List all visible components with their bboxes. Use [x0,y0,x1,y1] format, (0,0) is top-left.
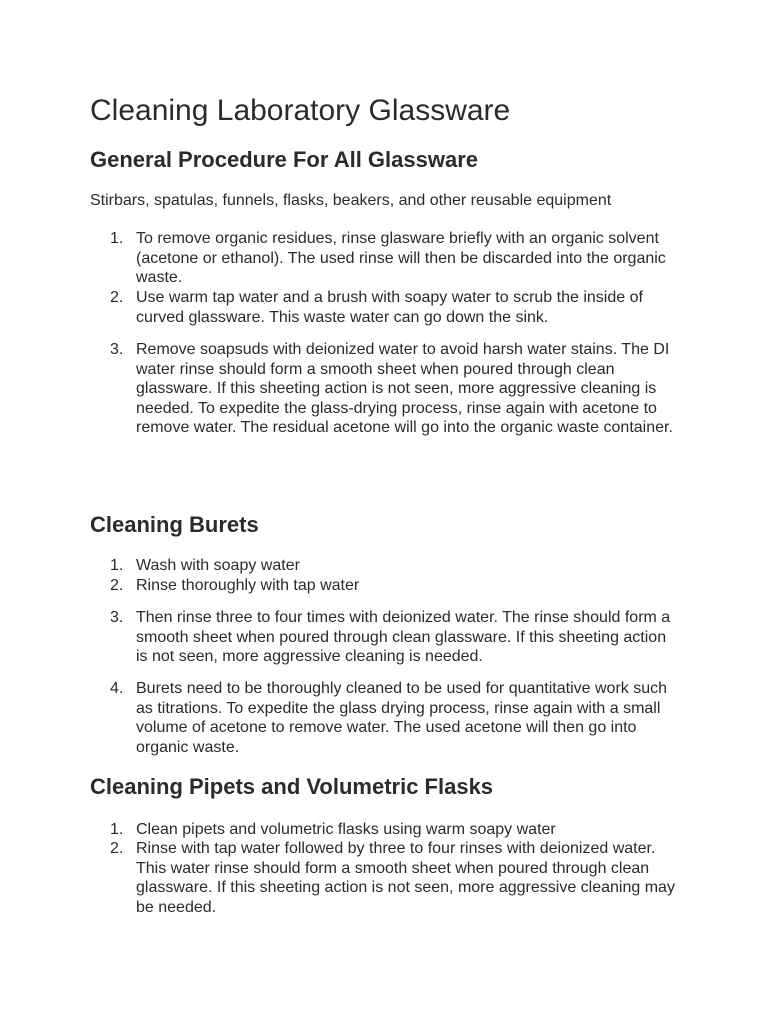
list-item [90,288,690,327]
section-heading-general-procedure: General Procedure For All Glassware [90,147,479,172]
list-item-text: Use warm tap water and a brush with soapy water to scrub the inside of curved glassware. This waste water can go down the sink. [136,289,643,326]
list-item-number: 4. [110,680,124,697]
list-item [90,556,690,576]
list-item [90,229,690,288]
list-item-number: 2. [110,289,124,306]
list-item-number: 1. [110,821,124,838]
list-item [90,576,690,596]
section-heading-cleaning-burets: Cleaning Burets [90,512,259,537]
list-item-text: Clean pipets and volumetric flasks using warm soapy water [136,821,556,838]
list-item-text: Rinse thoroughly with tap water [136,577,360,594]
section-heading-cleaning-pipets: Cleaning Pipets and Volumetric Flasks [90,774,494,799]
list-item-text: Remove soapsuds with deionized water to avoid harsh water stains. The DI water rinse should form a smooth sheet when poured through clean glassware. If this sheeting action is not seen, more aggressive cleaning is needed. To expedite the glass-drying process, rinse again with acetone to remove water. The residual acetone will go into the organic waste container. [136,341,673,436]
list-item-text: To remove organic residues, rinse glasware briefly with an organic solvent (acetone or ethanol). The used rinse will then be discarded into the organic waste. [136,230,666,286]
list-item-number: 1. [110,230,124,247]
list-item [90,679,690,757]
list-item-number: 3. [110,609,124,626]
list-item [90,340,690,438]
list-item-text: Then rinse three to four times with deionized water. The rinse should form a smooth sheet when poured through clean glassware. If this sheeting action is not seen, more aggressive cleaning is needed. [136,609,671,665]
list-item [90,839,690,917]
list-item [90,820,690,840]
list-item-number: 3. [110,341,124,358]
section-intro: Stirbars, spatulas, funnels, flasks, beakers, and other reusable equipment [90,192,612,209]
list-item [90,608,690,667]
list-item-number: 2. [110,840,124,857]
list-item-text: Wash with soapy water [136,557,300,574]
list-item-text: Burets need to be thoroughly cleaned to be used for quantitative work such as titrations. To expedite the glass drying process, rinse again with a small volume of acetone to remove water. The used acetone will then go into organic waste. [136,680,668,756]
list-item-number: 2. [110,577,124,594]
list-item-text: Rinse with tap water followed by three to four rinses with deionized water. This water rinse should form a smooth sheet when poured through clean glassware. If this sheeting action is not seen, more aggressive cleaning may be needed. [136,840,675,916]
list-item-number: 1. [110,557,124,574]
page-title: Cleaning Laboratory Glassware [90,94,511,127]
